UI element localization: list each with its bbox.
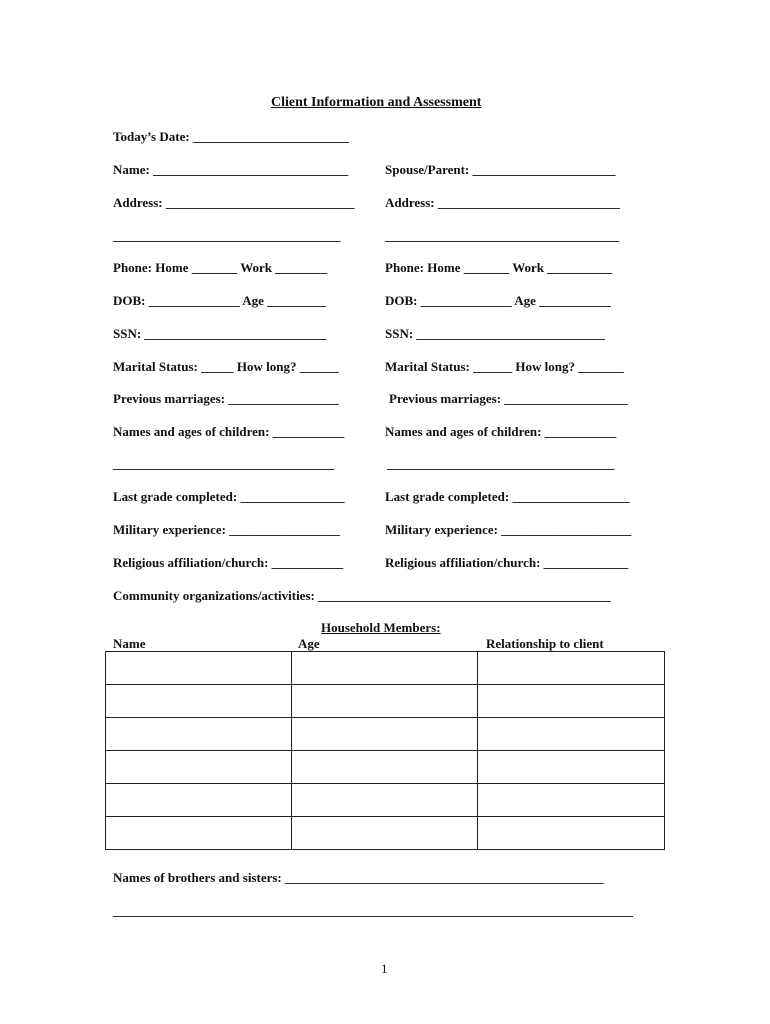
name-cell[interactable] [106, 817, 292, 850]
table-row [106, 751, 665, 784]
client-children-field[interactable]: Names and ages of children: ___________ [113, 424, 345, 439]
client-religion-field[interactable]: Religious affiliation/church: ___________ [113, 555, 344, 570]
page-number: 1 [381, 961, 388, 976]
spouse-ssn-field[interactable]: SSN: _____________________________ [385, 326, 605, 341]
table-row [106, 784, 665, 817]
age-cell[interactable] [292, 685, 478, 718]
relationship-cell[interactable] [478, 685, 665, 718]
age-cell[interactable] [292, 784, 478, 817]
household-members-heading: Household Members: [321, 620, 441, 635]
client-ssn-field[interactable]: SSN: ____________________________ [113, 326, 327, 341]
relationship-cell[interactable] [478, 652, 665, 685]
spouse-military-field[interactable]: Military experience: ____________________ [385, 522, 632, 537]
name-cell[interactable] [106, 718, 292, 751]
client-address-field[interactable]: Address: _____________________________ [113, 195, 355, 210]
name-cell[interactable] [106, 784, 292, 817]
household-col-age: Age [298, 636, 320, 651]
siblings-line2[interactable]: ________________________________________________________________________________ [113, 903, 633, 918]
table-row [106, 718, 665, 751]
client-dob-age-field[interactable]: DOB: ______________ Age _________ [113, 293, 326, 308]
age-cell[interactable] [292, 652, 478, 685]
spouse-phone-field[interactable]: Phone: Home _______ Work __________ [385, 260, 613, 275]
household-members-table [105, 651, 665, 850]
name-cell[interactable] [106, 751, 292, 784]
name-cell[interactable] [106, 652, 292, 685]
spouse-name-field[interactable]: Spouse/Parent: ______________________ [385, 162, 616, 177]
client-military-field[interactable]: Military experience: _________________ [113, 522, 340, 537]
spouse-address-line2[interactable]: ____________________________________ [385, 228, 619, 243]
relationship-cell[interactable] [478, 751, 665, 784]
client-marital-status-field[interactable]: Marital Status: _____ How long? ______ [113, 359, 339, 374]
client-phone-field[interactable]: Phone: Home _______ Work ________ [113, 260, 328, 275]
table-row [106, 652, 665, 685]
client-children-line2[interactable]: __________________________________ [113, 456, 334, 471]
household-col-name: Name [113, 636, 146, 651]
community-organizations-field[interactable]: Community organizations/activities: _____________________________________________ [113, 588, 611, 603]
form-title: Client Information and Assessment [271, 95, 482, 110]
relationship-cell[interactable] [478, 817, 665, 850]
spouse-children-field[interactable]: Names and ages of children: ___________ [385, 424, 617, 439]
spouse-address-field[interactable]: Address: ____________________________ [385, 195, 620, 210]
household-col-relationship: Relationship to client [486, 636, 604, 651]
siblings-field[interactable]: Names of brothers and sisters: _________________________________________________ [113, 870, 604, 885]
spouse-religion-field[interactable]: Religious affiliation/church: _____________ [385, 555, 629, 570]
spouse-grade-field[interactable]: Last grade completed: __________________ [385, 489, 630, 504]
client-previous-marriages-field[interactable]: Previous marriages: _________________ [113, 391, 339, 406]
age-cell[interactable] [292, 751, 478, 784]
client-name-field[interactable]: Name: ______________________________ [113, 162, 349, 177]
client-address-line2[interactable]: ___________________________________ [113, 228, 341, 243]
relationship-cell[interactable] [478, 718, 665, 751]
name-cell[interactable] [106, 685, 292, 718]
spouse-children-line2[interactable]: ___________________________________ [387, 456, 615, 471]
todays-date-field[interactable]: Today’s Date: ________________________ [113, 129, 349, 144]
table-row [106, 685, 665, 718]
spouse-previous-marriages-field[interactable]: Previous marriages: ___________________ [389, 391, 628, 406]
age-cell[interactable] [292, 718, 478, 751]
relationship-cell[interactable] [478, 784, 665, 817]
table-row [106, 817, 665, 850]
spouse-dob-age-field[interactable]: DOB: ______________ Age ___________ [385, 293, 611, 308]
age-cell[interactable] [292, 817, 478, 850]
client-grade-field[interactable]: Last grade completed: ________________ [113, 489, 345, 504]
spouse-marital-status-field[interactable]: Marital Status: ______ How long? _______ [385, 359, 624, 374]
